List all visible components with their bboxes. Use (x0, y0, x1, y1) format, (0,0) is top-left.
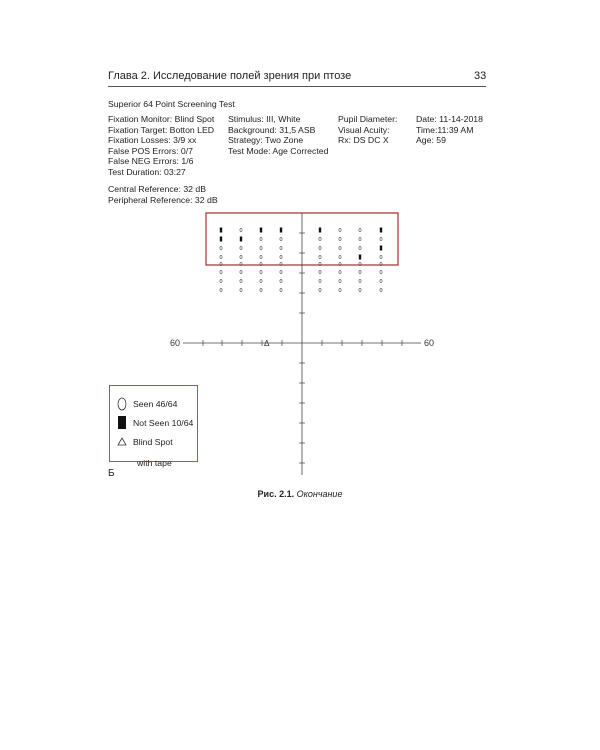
seen-point (280, 288, 282, 291)
seen-point (380, 255, 382, 258)
seen-point (319, 270, 321, 273)
seen-point (220, 279, 222, 282)
blind-spot-marker: Δ (264, 339, 270, 348)
seen-point (260, 255, 262, 258)
info-line: Date: 11-14-2018 (416, 114, 483, 124)
panel-label: Б (108, 468, 115, 479)
info-line: Background: 31,5 ASB (228, 124, 316, 135)
blind-spot-icon (118, 438, 126, 445)
seen-point (220, 246, 222, 249)
info-line: Strategy: Two Zone (228, 135, 304, 145)
info-line: Pupil Diameter: (338, 114, 398, 124)
not-seen-icon (118, 416, 126, 429)
info-line: Fixation Target: Botton LED (108, 124, 215, 135)
seen-point (359, 279, 361, 282)
seen-point (260, 288, 262, 291)
info-line: False NEG Errors: 1/6 (108, 156, 194, 166)
seen-point (359, 237, 361, 240)
seen-point (280, 255, 282, 258)
legend-note: with tape (137, 458, 172, 468)
seen-point (359, 246, 361, 249)
seen-point (339, 228, 341, 231)
caption-text: Окончание (296, 489, 343, 499)
seen-point (339, 237, 341, 240)
info-line: Time:11:39 AM (416, 124, 474, 135)
seen-point (280, 237, 282, 240)
seen-point (220, 288, 222, 291)
legend-seen-label: Seen 46/64 (133, 399, 178, 409)
seen-point (260, 237, 262, 240)
not-seen-point (280, 228, 282, 233)
info-line: Stimulus: III, White (228, 114, 301, 124)
seen-point (319, 237, 321, 240)
seen-point (240, 288, 242, 291)
test-title: Superior 64 Point Screening Test (108, 99, 235, 109)
seen-point (220, 270, 222, 273)
info-line: Fixation Losses: 3/9 xx (108, 135, 197, 145)
legend-blind-spot-label: Blind Spot (133, 437, 173, 447)
seen-point (380, 270, 382, 273)
seen-point (240, 228, 242, 231)
page-number: 33 (474, 70, 487, 82)
info-line: Test Mode: Age Corrected (228, 145, 329, 156)
not-seen-point (319, 228, 321, 233)
seen-point (339, 288, 341, 291)
seen-icon (118, 398, 126, 410)
info-line: Test Duration: 03:27 (108, 166, 186, 177)
info-line: False POS Errors: 0/7 (108, 145, 193, 156)
seen-point (260, 246, 262, 249)
seen-point (339, 246, 341, 249)
seen-point (280, 270, 282, 273)
not-seen-point (240, 237, 242, 242)
seen-point (319, 246, 321, 249)
legend-not-seen-label: Not Seen 10/64 (133, 418, 194, 428)
seen-point (339, 270, 341, 273)
not-seen-point (380, 246, 382, 251)
peripheral-reference: Peripheral Reference: 32 dB (108, 195, 218, 205)
seen-point (339, 255, 341, 258)
seen-point (380, 288, 382, 291)
not-seen-point (260, 228, 262, 233)
legend (109, 385, 198, 462)
seen-point (240, 246, 242, 249)
seen-point (359, 270, 361, 273)
axis-left-label: 60 (170, 338, 181, 348)
not-seen-point (220, 237, 222, 242)
central-reference: Central Reference: 32 dB (108, 184, 207, 194)
seen-point (240, 279, 242, 282)
figure-caption (0, 489, 600, 499)
chapter-title: Глава 2. Исследование полей зрения при птозе (108, 70, 352, 82)
seen-point (280, 279, 282, 282)
not-seen-point (220, 228, 222, 233)
seen-point (240, 255, 242, 258)
seen-point (319, 279, 321, 282)
seen-point (319, 255, 321, 258)
seen-point (319, 288, 321, 291)
seen-point (380, 279, 382, 282)
info-line: Rx: DS DC X (338, 135, 389, 145)
info-line: Age: 59 (416, 135, 446, 145)
seen-point (240, 270, 242, 273)
axis-right-label: 60 (424, 338, 435, 348)
seen-point (359, 228, 361, 231)
not-seen-point (359, 255, 361, 260)
not-seen-point (380, 228, 382, 233)
seen-point (339, 279, 341, 282)
info-line: Fixation Monitor: Blind Spot (108, 114, 215, 124)
seen-point (260, 279, 262, 282)
info-line: Visual Acuity: (338, 124, 390, 135)
seen-point (260, 270, 262, 273)
seen-point (380, 237, 382, 240)
seen-point (220, 255, 222, 258)
seen-point (359, 288, 361, 291)
seen-point (280, 246, 282, 249)
caption-number: Рис. 2.1. (257, 489, 295, 499)
